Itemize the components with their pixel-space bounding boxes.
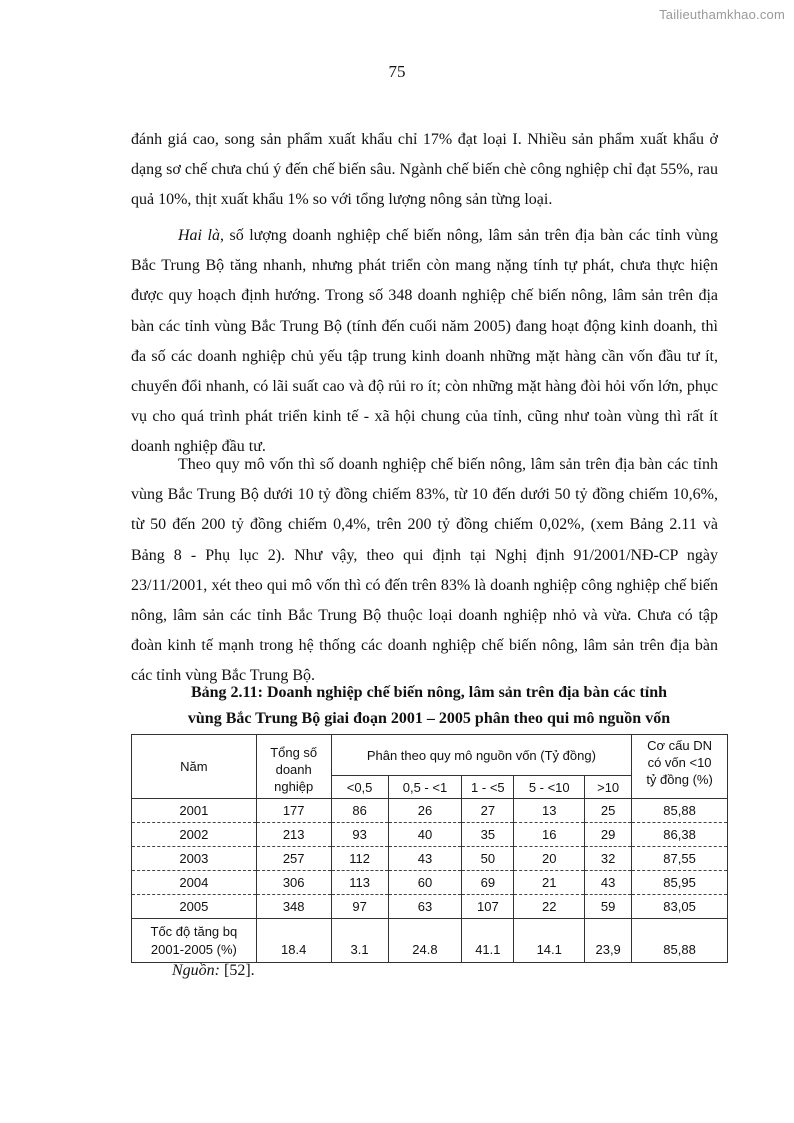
table-row	[132, 871, 728, 895]
paragraph-1	[131, 125, 718, 216]
header-share-line-3: tỷ đồng (%)	[646, 772, 713, 787]
header-total-line-2: doanh	[275, 762, 312, 777]
cell-c1: 112	[331, 847, 388, 871]
cell-growth-label	[132, 919, 257, 963]
header-total-line-3: nghiệp	[274, 779, 314, 794]
paragraph-3-text: Theo quy mô vốn thì số doanh nghiệp chế biến nông, lâm sản trên địa bàn các tỉnh vùng Bắc Trung Bộ dưới 10 tỷ đồng chiếm 83%, từ 10 đến dưới 50 tỷ đồng chiếm 10,6%, từ 50 đến 200 tỷ đồng chiếm 0,4%, trên 200 tỷ đồng chiếm 0,02%, (xem Bảng 2.11 và Bảng 8 - Phụ lục 2). Như vậy, theo qui định tại Nghị định 91/2001/NĐ-CP ngày 23/11/2001, xét theo qui mô vốn thì có đến trên 83% là doanh nghiệp công nghiệp chế biến nông, lâm sản các tỉnh Bắc Trung Bộ thuộc loại doanh nghiệp nhỏ và vừa. Chưa có tập đoàn kinh tế mạnh trong hệ thống các doanh nghiệp chế biến nông, lâm sản trên địa bàn các tỉnh vùng Bắc Trung Bộ.	[131, 456, 718, 685]
table-caption-line-2: vùng Bắc Trung Bộ giai đoạn 2001 – 2005 phân theo qui mô nguồn vốn	[187, 710, 671, 727]
cell-total: 213	[256, 823, 331, 847]
cell-total: 348	[256, 895, 331, 919]
paragraph-2	[131, 221, 718, 463]
cell-c5: 25	[585, 799, 632, 823]
cell-share: 85,88	[632, 799, 728, 823]
cell-c1: 113	[331, 871, 388, 895]
table-row	[132, 799, 728, 823]
cell-c4: 16	[514, 823, 585, 847]
cell-c2: 24.8	[388, 919, 462, 963]
header-sub-3: 1 - <5	[462, 776, 514, 799]
enterprise-capital-table	[131, 734, 728, 963]
cell-share: 86,38	[632, 823, 728, 847]
watermark: Tailieuthamkhao.com	[659, 7, 785, 22]
cell-total: 18.4	[256, 919, 331, 963]
paragraph-2-body: , số lượng doanh nghiệp chế biến nông, lâm sản trên địa bàn các tỉnh vùng Bắc Trung Bộ tăng nhanh, nhưng phát triển còn mang nặng tính tự phát, chưa thực hiện được quy hoạch định hướng. Trong số 348 doanh nghiệp chế biến nông, lâm sản trên địa bàn các tỉnh vùng Bắc Trung Bộ (tính đến cuối năm 2005) đang hoạt động kinh doanh, thì đa số các doanh nghiệp chủ yếu tập trung kinh doanh những mặt hàng cần vốn đầu tư ít, chuyển đổi nhanh, có lãi suất cao và độ rủi ro ít; còn những mặt hàng đòi hỏi vốn lớn, phục vụ cho quá trình phát triển kinh tế - xã hội chung của tỉnh, cũng như toàn vùng thì rất ít doanh nghiệp đầu tư.	[131, 227, 718, 456]
cell-c4: 22	[514, 895, 585, 919]
cell-c1: 97	[331, 895, 388, 919]
cell-year: 2004	[132, 871, 257, 895]
header-total-line-1: Tổng số	[270, 745, 318, 760]
cell-c3: 50	[462, 847, 514, 871]
cell-share: 87,55	[632, 847, 728, 871]
header-total	[256, 735, 331, 799]
cell-c3: 35	[462, 823, 514, 847]
cell-year: 2005	[132, 895, 257, 919]
cell-c2: 26	[388, 799, 462, 823]
table-caption-line-1: Bảng 2.11: Doanh nghiệp chế biến nông, lâm sản trên địa bàn các tỉnh	[190, 684, 668, 701]
cell-c5: 59	[585, 895, 632, 919]
table-row	[132, 895, 728, 919]
cell-c3: 27	[462, 799, 514, 823]
cell-c1: 3.1	[331, 919, 388, 963]
header-share	[632, 735, 728, 799]
cell-share: 85,88	[632, 919, 728, 963]
cell-c2: 60	[388, 871, 462, 895]
cell-c3: 69	[462, 871, 514, 895]
cell-year: 2002	[132, 823, 257, 847]
header-share-line-1: Cơ cấu DN	[647, 738, 712, 753]
table-caption	[131, 680, 727, 732]
header-sub-5: >10	[585, 776, 632, 799]
cell-c1: 86	[331, 799, 388, 823]
header-year: Năm	[132, 735, 257, 799]
cell-c2: 43	[388, 847, 462, 871]
header-sub-1: <0,5	[331, 776, 388, 799]
cell-c2: 40	[388, 823, 462, 847]
table-source	[172, 962, 255, 980]
growth-label-line-2: 2001-2005 (%)	[150, 942, 237, 957]
cell-c5: 32	[585, 847, 632, 871]
source-label: Nguồn:	[172, 962, 220, 979]
cell-total: 306	[256, 871, 331, 895]
source-ref: [52].	[220, 962, 255, 979]
cell-year: 2001	[132, 799, 257, 823]
cell-c5: 43	[585, 871, 632, 895]
header-sub-2: 0,5 - <1	[388, 776, 462, 799]
table-row	[132, 823, 728, 847]
page-number: 75	[388, 62, 406, 81]
paragraph-1-text: đánh giá cao, song sản phẩm xuất khẩu chỉ 17% đạt loại I. Nhiều sản phẩm xuất khẩu ở dạng sơ chế chưa chú ý đến chế biến sâu. Ngành chế biến chè công nghiệp chỉ đạt 55%, rau quả 10%, thịt xuất khẩu 1% so với tổng lượng nông sản từng loại.	[131, 131, 718, 209]
cell-c1: 93	[331, 823, 388, 847]
cell-c3: 41.1	[462, 919, 514, 963]
paragraph-2-lead: Hai là	[178, 227, 220, 244]
cell-c4: 14.1	[514, 919, 585, 963]
header-share-line-2: có vốn <10	[647, 755, 712, 770]
cell-c4: 21	[514, 871, 585, 895]
cell-c4: 20	[514, 847, 585, 871]
paragraph-3	[131, 450, 718, 692]
cell-share: 83,05	[632, 895, 728, 919]
cell-year: 2003	[132, 847, 257, 871]
cell-share: 85,95	[632, 871, 728, 895]
table-row-growth	[132, 919, 728, 963]
cell-c5: 23,9	[585, 919, 632, 963]
cell-c4: 13	[514, 799, 585, 823]
cell-c2: 63	[388, 895, 462, 919]
table-row	[132, 847, 728, 871]
cell-c3: 107	[462, 895, 514, 919]
header-capital-group: Phân theo quy mô nguồn vốn (Tỷ đồng)	[331, 735, 631, 776]
cell-c5: 29	[585, 823, 632, 847]
cell-total: 257	[256, 847, 331, 871]
cell-total: 177	[256, 799, 331, 823]
paragraph-2-text	[131, 221, 718, 463]
header-sub-4: 5 - <10	[514, 776, 585, 799]
growth-label-line-1: Tốc độ tăng bq	[150, 924, 238, 939]
